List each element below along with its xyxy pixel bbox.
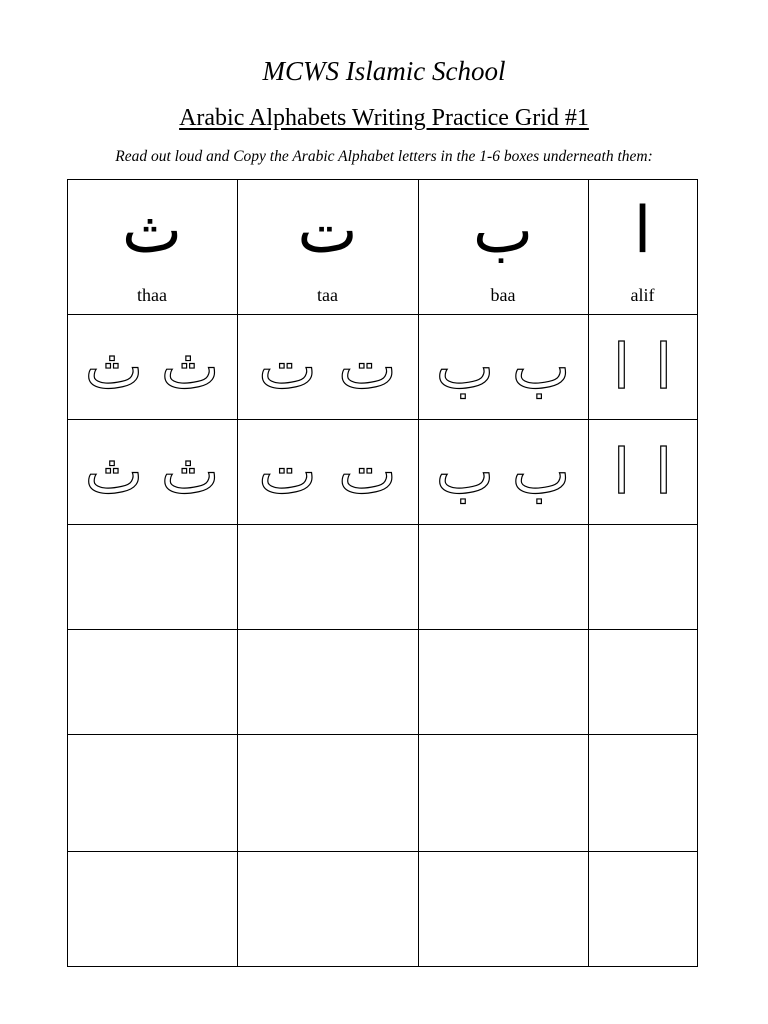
outline-letter: ث [160, 329, 220, 403]
outline-letter: ا [654, 434, 673, 508]
letter-name: baa [490, 285, 516, 305]
outline-letter: ب [435, 434, 495, 508]
outline-letter: ت [258, 329, 317, 403]
writing-box[interactable] [237, 524, 418, 629]
tracing-cell [588, 419, 697, 524]
writing-box[interactable] [67, 851, 237, 966]
outline-letter: ب [435, 329, 495, 403]
letter-name: alif [630, 285, 655, 305]
writing-box[interactable] [67, 524, 237, 629]
tracing-cell [418, 314, 588, 419]
outline-letter: ث [160, 434, 220, 508]
tracing-letters [237, 314, 418, 419]
tracing-cell [418, 419, 588, 524]
grid-line [67, 314, 698, 315]
page-title [0, 105, 768, 132]
grid-line [588, 179, 589, 967]
arabic-letter: ت [297, 194, 358, 268]
practice-grid [67, 179, 698, 967]
writing-box[interactable] [67, 629, 237, 734]
outline-letter: ب [511, 329, 571, 403]
grid-line [67, 179, 698, 180]
grid-line [697, 179, 698, 967]
grid-line [67, 851, 698, 852]
arabic-letter: ب [472, 194, 534, 268]
letter-header-cell [418, 179, 588, 314]
school-name: MCWS Islamic School [262, 56, 506, 86]
arabic-letter: ث [121, 194, 183, 268]
arabic-letter: ا [633, 194, 652, 268]
writing-box[interactable] [588, 851, 697, 966]
outline-letter: ا [654, 329, 673, 403]
grid-line [67, 419, 698, 420]
tracing-letters [418, 419, 588, 524]
tracing-letters [67, 314, 237, 419]
letter-header-cell [67, 179, 237, 314]
outline-letter: ا [612, 329, 631, 403]
outline-letter: ب [511, 434, 571, 508]
grid-line [67, 734, 698, 735]
tracing-cell [237, 314, 418, 419]
tracing-cell [588, 314, 697, 419]
writing-box[interactable] [588, 629, 697, 734]
grid-line [418, 179, 419, 967]
tracing-cell [237, 419, 418, 524]
writing-box[interactable] [418, 734, 588, 851]
outline-letter: ا [612, 434, 631, 508]
grid-line [237, 179, 238, 967]
outline-letter: ث [84, 434, 144, 508]
outline-letter: ت [338, 329, 397, 403]
writing-box[interactable] [67, 734, 237, 851]
writing-box[interactable] [418, 629, 588, 734]
writing-box[interactable] [418, 851, 588, 966]
outline-letter: ت [258, 434, 317, 508]
tracing-letters [418, 314, 588, 419]
writing-box[interactable] [588, 734, 697, 851]
writing-box[interactable] [418, 524, 588, 629]
tracing-letters [237, 419, 418, 524]
tracing-letters [67, 419, 237, 524]
tracing-letters [588, 314, 697, 419]
letter-name: taa [317, 285, 338, 305]
letter-header-cell [588, 179, 697, 314]
tracing-cell [67, 314, 237, 419]
outline-letter: ت [338, 434, 397, 508]
tracing-cell [67, 419, 237, 524]
writing-box[interactable] [237, 629, 418, 734]
instructions: Read out loud and Copy the Arabic Alphabet letters in the 1-6 boxes underneath them: [115, 148, 653, 165]
letter-name: thaa [137, 285, 167, 305]
outline-letter: ث [84, 329, 144, 403]
grid-line [67, 524, 698, 525]
writing-box[interactable] [588, 524, 697, 629]
writing-box[interactable] [237, 734, 418, 851]
page-title-text: Arabic Alphabets Writing Practice Grid #1 [179, 105, 589, 131]
grid-line [67, 966, 698, 967]
tracing-letters [588, 419, 697, 524]
grid-line [67, 629, 698, 630]
writing-box[interactable] [237, 851, 418, 966]
letter-header-cell [237, 179, 418, 314]
grid-line [67, 179, 68, 967]
